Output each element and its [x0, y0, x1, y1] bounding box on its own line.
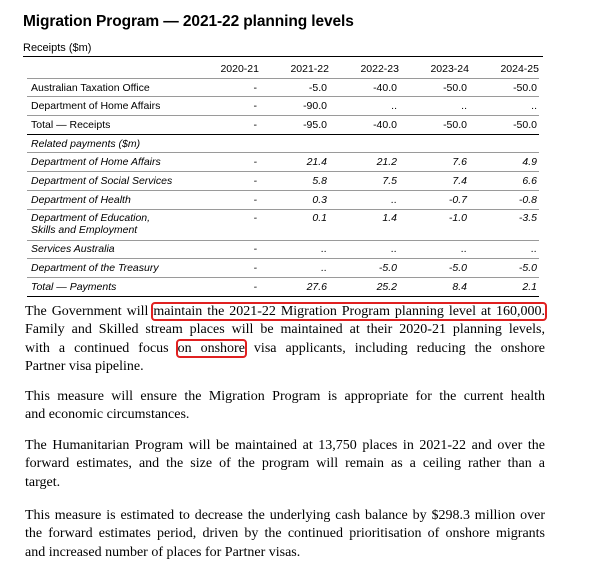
cell-value: 21.2 — [329, 153, 399, 172]
measure-title: Migration Program — 2021-22 planning levels — [23, 13, 354, 30]
paragraph-line: the forward estimates period, driven by the continued prioritisation of onshore migrants — [25, 526, 545, 542]
table-row — [27, 78, 539, 97]
cell-value: 2.1 — [469, 277, 539, 296]
paragraph-line — [25, 340, 545, 358]
cell-value: - — [197, 209, 259, 240]
paragraph-line: This measure will ensure the Migration Program is appropriate for the current health — [25, 389, 545, 404]
text-run: The Government will — [25, 304, 154, 319]
table-row — [27, 153, 539, 172]
table-header-row — [27, 58, 539, 78]
total-receipts-row — [27, 116, 539, 135]
cell-value: - — [197, 277, 259, 296]
cell-value: 7.6 — [399, 153, 469, 172]
row-label: Department of Health — [27, 190, 197, 209]
cell-value: -40.0 — [329, 116, 399, 135]
column-header: 2022-23 — [329, 58, 399, 78]
column-header: 2024-25 — [469, 58, 539, 78]
cell-value: 0.3 — [259, 190, 329, 209]
cell-value: -95.0 — [259, 116, 329, 135]
cell-value: 1.4 — [329, 209, 399, 240]
row-label: Department of Home Affairs — [27, 97, 197, 116]
subtitle-rule — [23, 56, 543, 57]
cell-value: .. — [329, 240, 399, 259]
cell-value: .. — [259, 240, 329, 259]
cell-value: 5.8 — [259, 172, 329, 191]
table-row — [27, 97, 539, 116]
cell-value: 25.2 — [329, 277, 399, 296]
table-row — [27, 190, 539, 209]
paragraph-line: The Humanitarian Program will be maintained at 13,750 places in 2021-22 and over the — [25, 438, 545, 453]
cell-value: 7.4 — [399, 172, 469, 191]
cell-value: -5.0 — [259, 78, 329, 97]
cell-value: 6.6 — [469, 172, 539, 191]
cell-value: -0.8 — [469, 190, 539, 209]
paragraph-appropriateness — [25, 388, 545, 425]
total-payments-row — [27, 277, 539, 296]
paragraph-line: Partner visa pipeline. — [25, 358, 144, 374]
paragraph-line: target. — [25, 474, 61, 490]
cell-value: -5.0 — [329, 259, 399, 278]
cell-value: .. — [399, 97, 469, 116]
cell-value: 27.6 — [259, 277, 329, 296]
paragraph-humanitarian-program — [25, 437, 545, 492]
cell-value: .. — [469, 240, 539, 259]
cell-value: - — [197, 240, 259, 259]
column-header: 2023-24 — [399, 58, 469, 78]
row-label: Department of Social Services — [27, 172, 197, 191]
paragraph-cash-balance — [25, 507, 545, 562]
row-label: Department of Home Affairs — [27, 153, 197, 172]
cell-value: - — [197, 78, 259, 97]
cell-value: -90.0 — [259, 97, 329, 116]
cell-value: 8.4 — [399, 277, 469, 296]
table-row — [27, 172, 539, 191]
table-row — [27, 209, 539, 240]
row-label-line: Department of Education, — [31, 211, 151, 224]
paragraph-line — [25, 303, 545, 321]
cell-value: - — [197, 97, 259, 116]
row-label: Total — Receipts — [27, 116, 197, 135]
cell-value: 0.1 — [259, 209, 329, 240]
table-row — [27, 240, 539, 259]
cell-value: - — [197, 190, 259, 209]
cell-value: -40.0 — [329, 78, 399, 97]
paragraph-line: Family and Skilled stream places will be maintained at their 2020-21 planning levels, — [25, 322, 545, 338]
column-header: 2021-22 — [259, 58, 329, 78]
cell-value: -5.0 — [469, 259, 539, 278]
cell-value: 4.9 — [469, 153, 539, 172]
section-label: Related payments ($m) — [31, 137, 141, 150]
text-run: with a continued focus — [25, 340, 178, 356]
row-label-line: Skills and Employment — [31, 223, 138, 236]
text-run: visa applicants, including reducing the onshore — [244, 340, 545, 356]
column-header: 2020-21 — [197, 58, 259, 78]
receipts-subtitle: Receipts ($m) — [23, 42, 92, 54]
paragraph-line: and increased number of places for Partner visas. — [25, 544, 301, 560]
highlighted-text-onshore: on onshore — [177, 340, 245, 356]
paragraph-migration-program — [25, 303, 545, 376]
cell-value: .. — [469, 97, 539, 116]
highlighted-text-planning-level: maintain the 2021-22 Migration Program planning level at 160,000. — [153, 304, 545, 319]
financial-table — [27, 58, 539, 297]
cell-value: - — [197, 153, 259, 172]
related-payments-heading-row — [27, 134, 539, 153]
table-row — [27, 259, 539, 278]
cell-value: -3.5 — [469, 209, 539, 240]
cell-value: -50.0 — [469, 116, 539, 135]
column-header — [27, 58, 197, 78]
cell-value: - — [197, 172, 259, 191]
cell-value: -50.0 — [469, 78, 539, 97]
paragraph-line: This measure is estimated to decrease the underlying cash balance by $298.3 million over — [25, 508, 545, 523]
cell-value: -50.0 — [399, 78, 469, 97]
cell-value: .. — [399, 240, 469, 259]
cell-value: .. — [329, 190, 399, 209]
row-label: Australian Taxation Office — [27, 78, 197, 97]
cell-value: .. — [259, 259, 329, 278]
paragraph-line: forward estimates, and the size of the program will remain as a ceiling rather than a — [25, 456, 545, 472]
cell-value: 21.4 — [259, 153, 329, 172]
row-label: Total — Payments — [27, 277, 197, 296]
cell-value: 7.5 — [329, 172, 399, 191]
cell-value: -0.7 — [399, 190, 469, 209]
cell-value: .. — [329, 97, 399, 116]
row-label: Services Australia — [27, 240, 197, 259]
row-label: Department of the Treasury — [27, 259, 197, 278]
cell-value: -5.0 — [399, 259, 469, 278]
paragraph-line: and economic circumstances. — [25, 407, 190, 423]
cell-value: -1.0 — [399, 209, 469, 240]
cell-value: - — [197, 116, 259, 135]
cell-value: - — [197, 259, 259, 278]
row-label — [27, 209, 197, 240]
cell-value: -50.0 — [399, 116, 469, 135]
